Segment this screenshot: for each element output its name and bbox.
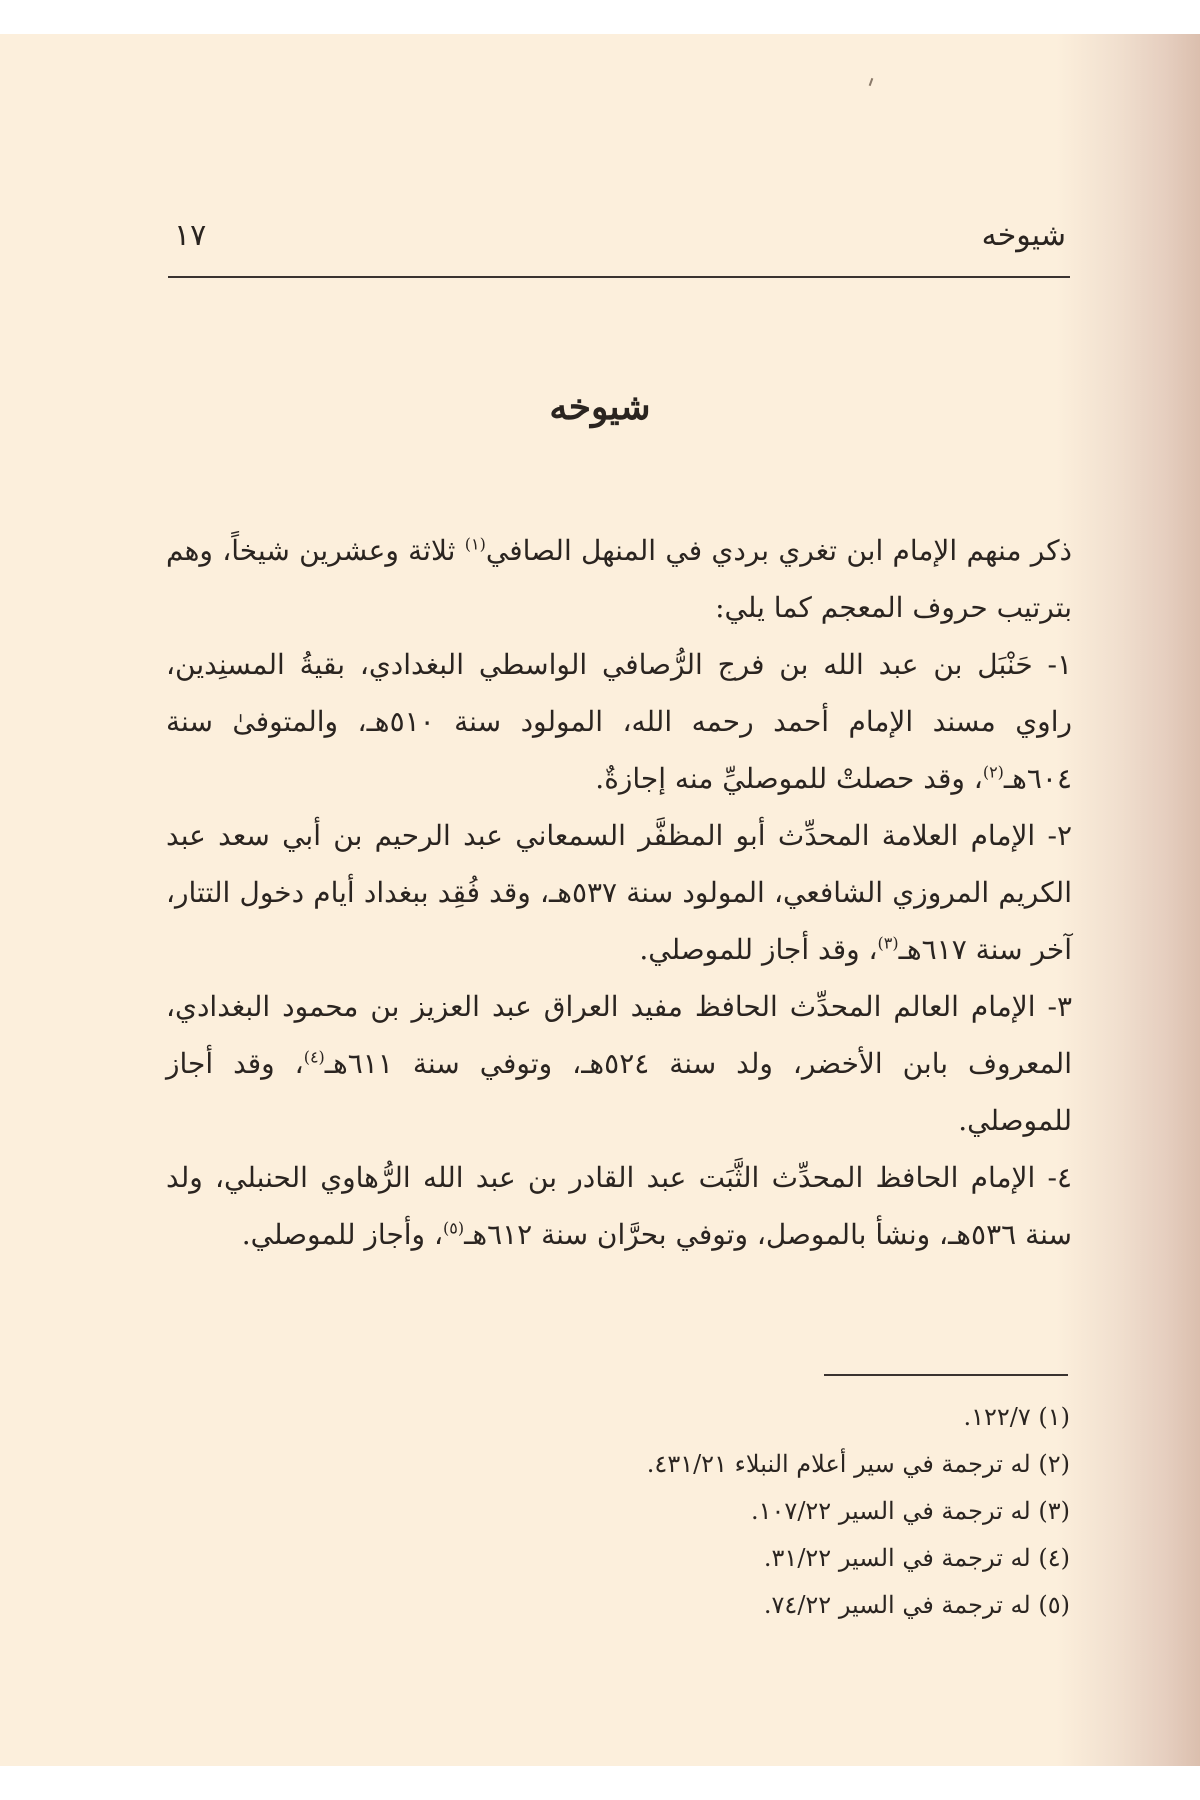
list-item: [166, 978, 1072, 1149]
footnote-divider: [824, 1374, 1068, 1376]
item-text: ٢- الإمام العلامة المحدِّث أبو المظفَّر السمعاني عبد الرحيم بن أبي سعد عبد الكريم المروزي الشافعي، المولود سنة ٥٣٧هـ، وقد فُقِد ببغداد أيام دخول التتار، آخر سنة ٦١٧هـ: [166, 819, 1072, 966]
intro-text-after: ثلاثة وعشرين شيخاً، وهم بترتيب حروف المعجم كما يلي:: [166, 534, 1072, 624]
list-item: [166, 636, 1072, 807]
item-text-after: ، وأجاز للموصلي.: [241, 1218, 444, 1251]
footnote-ref-5: (٥): [443, 1218, 465, 1238]
item-text-after: ، وقد حصلتْ للموصليِّ منه إجازةٌ.: [595, 762, 983, 795]
item-text: ١- حَنْبَل بن عبد الله بن فرج الرُّصافي الواسطي البغدادي، بقيةُ المسنِدين، راوي مسند الإمام أحمد رحمه الله، المولود سنة ٥١٠هـ، والمتوفىٰ سنة ٦٠٤هـ: [166, 648, 1072, 795]
footnotes: [170, 1394, 1070, 1629]
list-item: [166, 1149, 1072, 1263]
book-page: [0, 34, 1200, 1766]
intro-paragraph: [166, 522, 1072, 636]
list-item: [166, 807, 1072, 978]
footnote-ref-3: (٣): [877, 933, 899, 953]
scanned-page: [0, 34, 1200, 1766]
item-text-after: ، وقد أجاز للموصلي.: [639, 933, 878, 966]
footnote-ref-2: (٢): [982, 762, 1004, 782]
footnote-ref-1: (١): [464, 534, 486, 554]
footnote-1: (١) ١٢٢/٧.: [963, 1403, 1070, 1431]
paper-speck: [869, 78, 874, 86]
footnote-ref-4: (٤): [303, 1047, 325, 1067]
running-header: [168, 194, 1070, 278]
item-text-after: ، وقد أجاز للموصلي.: [166, 1047, 1072, 1137]
item-text: ٣- الإمام العالم المحدِّث الحافظ مفيد العراق عبد العزيز بن محمود البغدادي، المعروف بابن الأخضر، ولد سنة ٥٢٤هـ، وتوفي سنة ٦١١هـ: [166, 990, 1072, 1080]
item-text: ٤- الإمام الحافظ المحدِّث الثَّبَت عبد القادر بن عبد الله الرُّهاوي الحنبلي، ولد سنة ٥٣٦هـ، ونشأ بالموصل، وتوفي بحرَّان سنة ٦١٢هـ: [166, 1161, 1072, 1251]
body-text: [166, 522, 1072, 1263]
page-number: ١٧: [174, 218, 207, 253]
footnote-2: (٢) له ترجمة في سير أعلام النبلاء ٤٣١/٢١.: [646, 1450, 1070, 1478]
running-title: شيوخه: [981, 218, 1066, 253]
footnote-4: (٤) له ترجمة في السير ٣١/٢٢.: [763, 1544, 1070, 1572]
footnote-5: (٥) له ترجمة في السير ٧٤/٢٢.: [763, 1591, 1070, 1619]
intro-text-before: ذكر منهم الإمام ابن تغري بردي في المنهل الصافي: [485, 534, 1072, 567]
chapter-title: شيوخه: [549, 386, 651, 428]
footnote-3: (٣) له ترجمة في السير ١٠٧/٢٢.: [751, 1497, 1070, 1525]
